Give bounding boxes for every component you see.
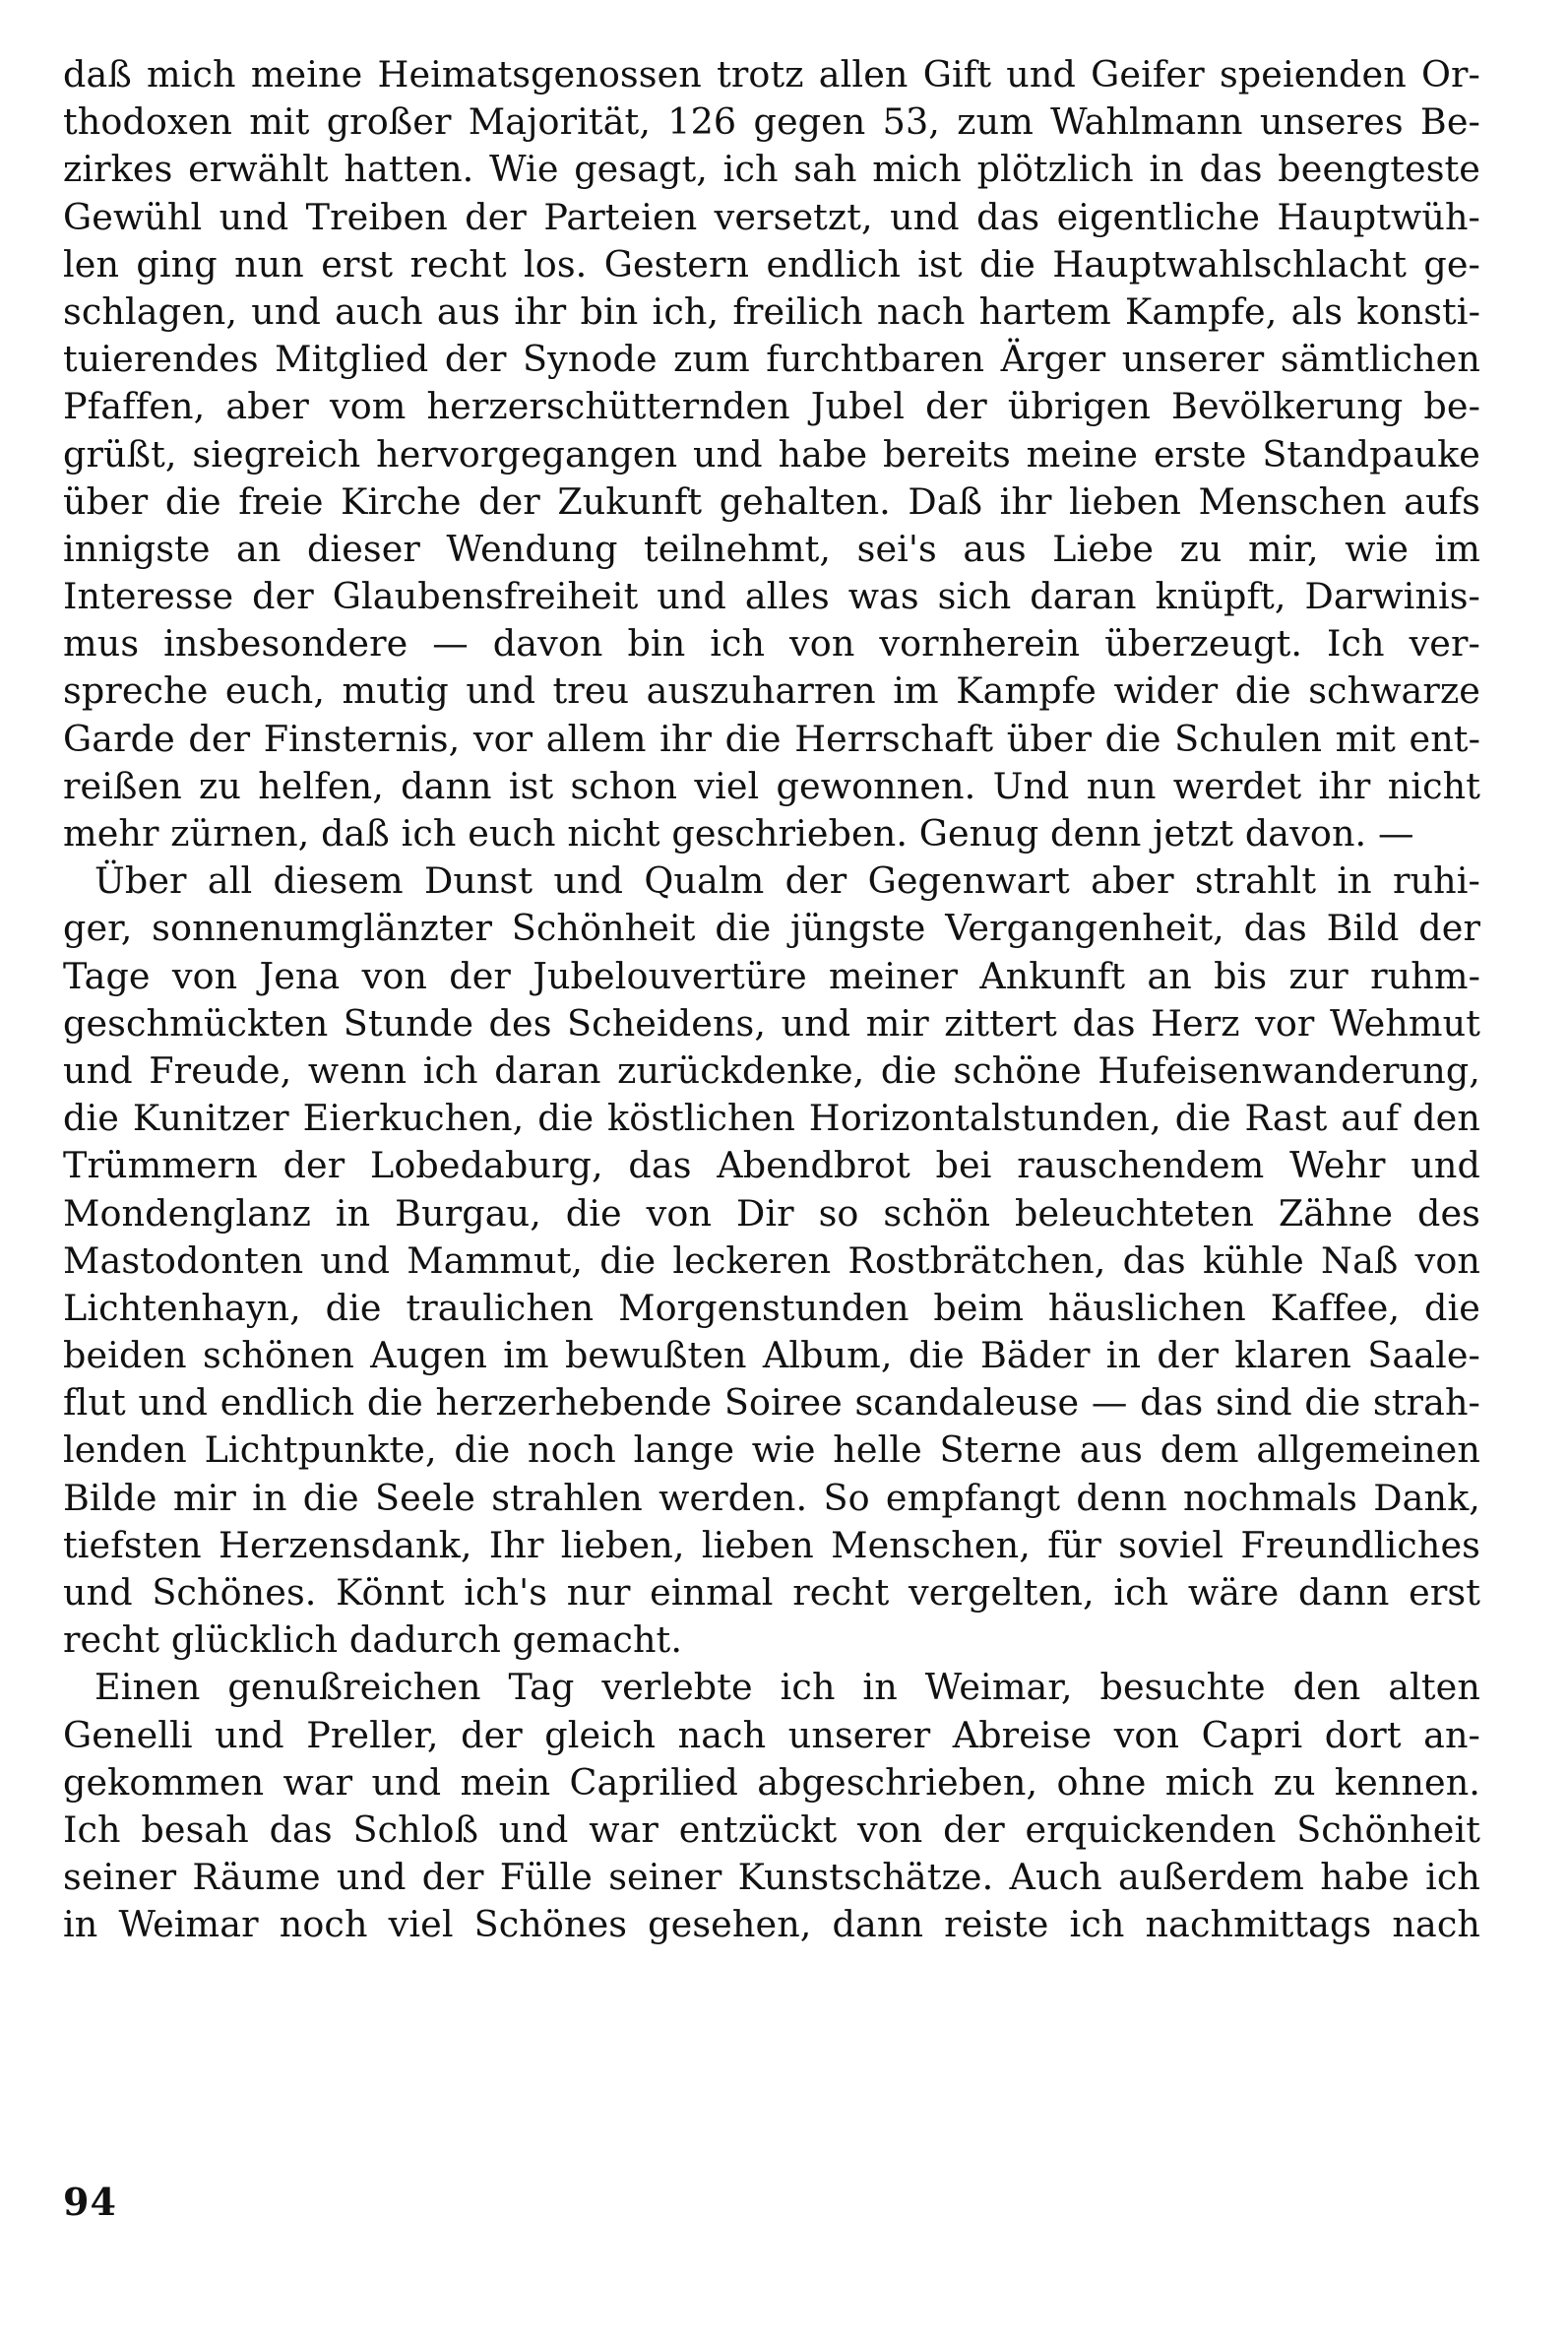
- text-line: mus insbesondere — davon bin ich von vornherein überzeugt. Ich ver-: [63, 622, 1480, 665]
- text-line: grüßt, siegreich hervorgegangen und habe bereits meine erste Standpauke: [63, 432, 1480, 475]
- text-line: flut und endlich die herzerhebende Soiree scandaleuse — das sind die strah-: [63, 1381, 1480, 1425]
- book-page: [63, 51, 1480, 2296]
- text-line: Lichtenhayn, die traulichen Morgenstunden beim häuslichen Kaffee, die: [63, 1286, 1480, 1329]
- text-line: beiden schönen Augen im bewußten Album, die Bäder in der klaren Saale-: [63, 1334, 1480, 1377]
- paragraph-start-line: Über all diesem Dunst und Qualm der Gegenwart aber strahlt in ruhi-: [94, 859, 1480, 903]
- text-line: gekommen war und mein Caprilied abgeschrieben, ohne mich zu kennen.: [63, 1760, 1480, 1804]
- text-line: Ich besah das Schloß und war entzückt von der erquickenden Schönheit: [63, 1807, 1480, 1851]
- text-line: reißen zu helfen, dann ist schon viel gewonnen. Und nun werdet ihr nicht: [63, 764, 1480, 807]
- text-line: spreche euch, mutig und treu auszuharren im Kampfe wider die schwarze: [63, 669, 1480, 713]
- text-line: Mondenglanz in Burgau, die von Dir so schön beleuchteten Zähne des: [63, 1191, 1480, 1235]
- text-line: schlagen, und auch aus ihr bin ich, freilich nach hartem Kampfe, als konsti-: [63, 289, 1480, 333]
- text-line: Tage von Jena von der Jubelouvertüre meiner Ankunft an bis zur ruhm-: [63, 954, 1480, 997]
- text-line: ger, sonnenumglänzter Schönheit die jüngste Vergangenheit, das Bild der: [63, 907, 1480, 950]
- text-line: zirkes erwählt hatten. Wie gesagt, ich sah mich plötzlich in das beengteste: [63, 148, 1480, 191]
- text-line: thodoxen mit großer Majorität, 126 gegen 53, zum Wahlmann unseres Be-: [63, 100, 1480, 144]
- text-line: Trümmern der Lobedaburg, das Abendbrot bei rauschendem Wehr und: [63, 1144, 1480, 1187]
- text-line: tiefsten Herzensdank, Ihr lieben, lieben Menschen, für soviel Freundliches: [63, 1523, 1480, 1566]
- text-line: Mastodonten und Mammut, die leckeren Rostbrätchen, das kühle Naß von: [63, 1238, 1480, 1282]
- text-line: tuierendes Mitglied der Synode zum furchtbaren Ärger unserer sämtlichen: [63, 338, 1480, 381]
- page-number: 94: [63, 2180, 117, 2224]
- text-line: innigste an dieser Wendung teilnehmt, sei's aus Liebe zu mir, wie im: [63, 527, 1480, 570]
- text-line: seiner Räume und der Fülle seiner Kunstschätze. Auch außerdem habe ich: [63, 1856, 1480, 1899]
- text-line: und Freude, wenn ich daran zurückdenke, die schöne Hufeisenwanderung,: [63, 1048, 1480, 1092]
- body-text: [63, 51, 1480, 1949]
- paragraph-end-line: recht glücklich dadurch gemacht.: [63, 1618, 683, 1662]
- text-line: geschmückten Stunde des Scheidens, und mir zittert das Herz vor Wehmut: [63, 1001, 1480, 1045]
- text-line: Bilde mir in die Seele strahlen werden. So empfangt denn nochmals Dank,: [63, 1476, 1480, 1519]
- text-line: daß mich meine Heimatsgenossen trotz allen Gift und Geifer speienden Or-: [63, 53, 1480, 95]
- text-line: und Schönes. Könnt ich's nur einmal recht vergelten, ich wäre dann erst: [63, 1571, 1480, 1614]
- text-line: len ging nun erst recht los. Gestern endlich ist die Hauptwahlschlacht ge-: [63, 242, 1480, 285]
- text-line: Interesse der Glaubensfreiheit und alles was sich daran knüpft, Darwinis-: [63, 575, 1480, 618]
- text-line: in Weimar noch viel Schönes gesehen, dann reiste ich nachmittags nach: [63, 1903, 1480, 1946]
- text-line: Genelli und Preller, der gleich nach unserer Abreise von Capri dort an-: [63, 1713, 1480, 1756]
- paragraph-end-line: mehr zürnen, daß ich euch nicht geschrieben. Genug denn jetzt davon. —: [63, 812, 1414, 855]
- paragraph-start-line: Einen genußreichen Tag verlebte ich in Weimar, besuchte den alten: [94, 1666, 1480, 1709]
- text-line: lenden Lichtpunkte, die noch lange wie helle Sterne aus dem allgemeinen: [63, 1428, 1480, 1472]
- text-line: Gewühl und Treiben der Parteien versetzt, und das eigentliche Hauptwüh-: [63, 195, 1480, 238]
- text-line: Garde der Finsternis, vor allem ihr die Herrschaft über die Schulen mit ent-: [63, 717, 1480, 760]
- text-line: die Kunitzer Eierkuchen, die köstlichen Horizontalstunden, die Rast auf den: [63, 1097, 1480, 1140]
- text-line: über die freie Kirche der Zukunft gehalten. Daß ihr lieben Menschen aufs: [63, 479, 1480, 523]
- text-line: Pfaffen, aber vom herzerschütternden Jubel der übrigen Bevölkerung be-: [63, 385, 1480, 428]
